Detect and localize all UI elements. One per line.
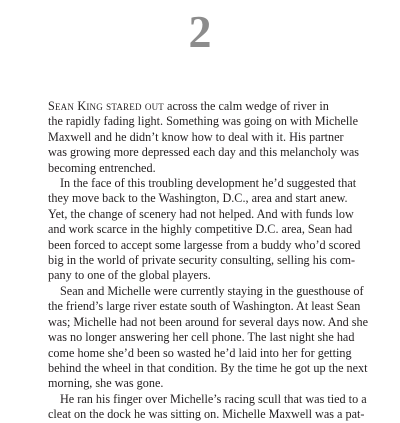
text-line <box>48 99 368 114</box>
text-line: pany to one of the global players. <box>48 268 211 283</box>
text-line: was growing more depressed each day and this melancholy was <box>48 145 360 160</box>
text-line: Yet, the change of scenery had not helped. And with funds low <box>48 206 354 221</box>
text-line: and work scarce in the highly competitive D.C. area, Sean had <box>48 222 353 237</box>
chapter-body <box>48 99 368 423</box>
text-line: Sean and Michelle were currently staying in the guesthouse of <box>60 283 364 298</box>
text-line: they move back to the Washington, D.C., area and start anew. <box>48 191 348 206</box>
paragraph-3 <box>48 284 368 392</box>
text-line: behind the wheel in that condition. By the time he got up the next <box>48 360 368 375</box>
text-line: morning, she was gone. <box>48 376 164 391</box>
small-caps-lead-in: Sean King stared out <box>48 99 164 113</box>
text-line: cleat on the dock he was sitting on. Michelle Maxwell was a pat- <box>48 407 365 422</box>
text-line: becoming entrenched. <box>48 160 156 175</box>
paragraph-2 <box>48 176 368 284</box>
text-line-rest: across the calm wedge of river in <box>164 99 329 113</box>
paragraph-4 <box>48 392 368 423</box>
text-line: big in the world of private security consulting, selling his com- <box>48 253 356 268</box>
text-line: the rapidly fading light. Something was going on with Michelle <box>48 114 359 129</box>
text-line: been forced to accept some largesse from a buddy who’d scored <box>48 237 361 252</box>
paragraph-1 <box>48 99 368 176</box>
text-line: the friend’s large river estate south of Washington. At least Sean <box>48 299 361 314</box>
text-line: Maxwell and he didn’t know how to deal with it. His partner <box>48 129 344 144</box>
chapter-number: 2 <box>188 6 212 57</box>
text-line: In the face of this troubling development he’d suggested that <box>60 176 357 191</box>
text-line: come home she’d been so wasted he’d laid into her for getting <box>48 345 352 360</box>
text-line: was no longer answering her cell phone. The last night she had <box>48 330 355 345</box>
text-line: He ran his finger over Michelle’s racing scull that was tied to a <box>60 391 367 406</box>
text-line: was; Michelle had not been around for several days now. And she <box>48 314 369 329</box>
